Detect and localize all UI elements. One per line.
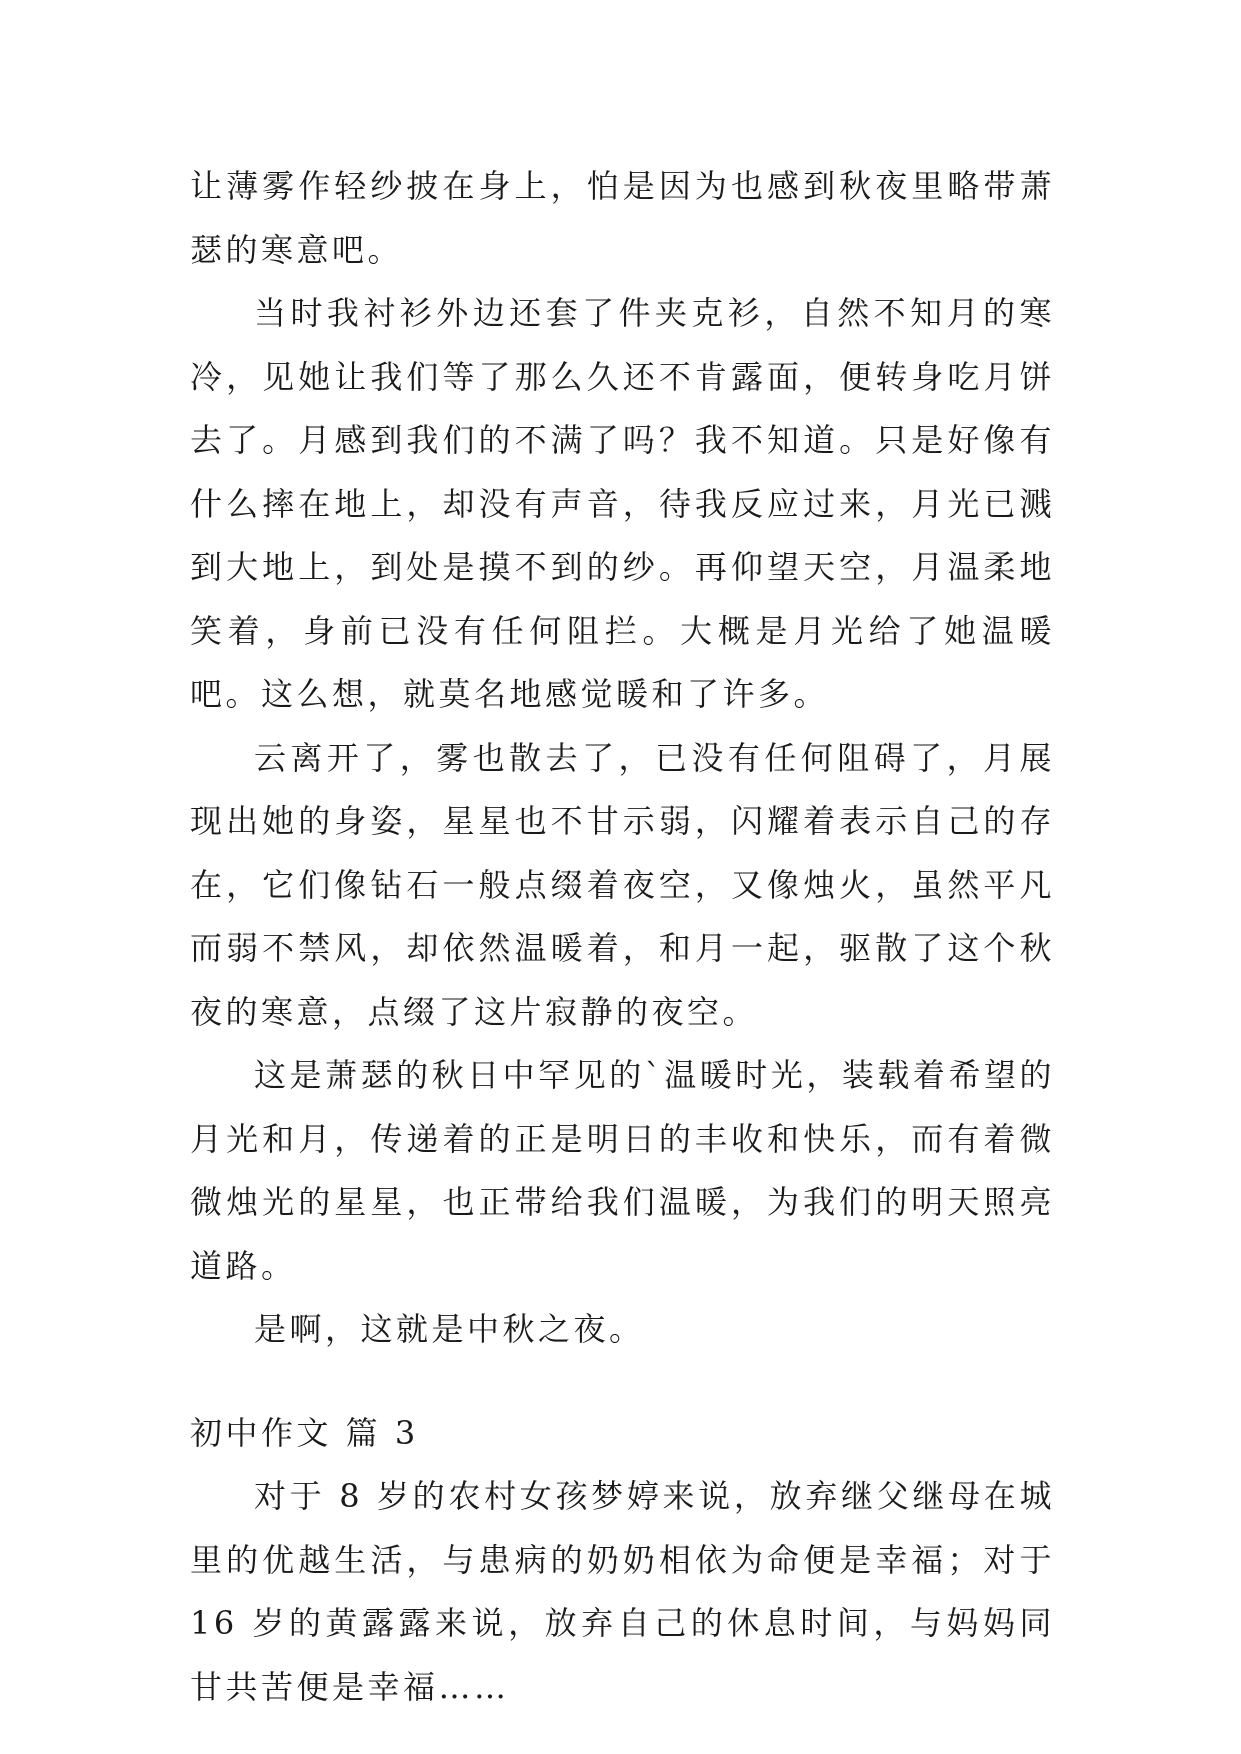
document-body <box>190 155 1055 1719</box>
paragraph-mid-autumn: 是啊，这就是中秋之夜。 <box>254 1310 645 1348</box>
paragraph-continuation: 让薄雾作轻纱披在身上，怕是因为也感到秋夜里略带萧瑟的寒意吧。 <box>190 167 1055 269</box>
paragraph-clouds: 云离开了，雾也散去了，已没有任何阻碍了，月展现出她的身姿，星星也不甘示弱，闪耀着表示自己的存在，它们像钻石一般点缀着夜空，又像烛火，虽然平凡而弱不禁风，却依然温暖着，和月一起，驱散了这个秋夜的寒意，点缀了这片寂静的夜空。 <box>190 738 1055 1031</box>
paragraph-jacket: 当时我衬衫外边还套了件夹克衫，自然不知月的寒冷，见她让我们等了那么久还不肯露面，便转身吃月饼去了。月感到我们的不满了吗？我不知道。只是好像有什么摔在地上，却没有声音，待我反应过来，月光已溅到大地上，到处是摸不到的纱。再仰望天空，月温柔地笑着，身前已没有任何阻拦。大概是月光给了她温暖吧。这么想，就莫名地感觉暖和了许多。 <box>190 294 1055 713</box>
section-title: 初中作文 篇 3 <box>190 1413 419 1452</box>
paragraph-happiness: 对于 8 岁的农村女孩梦婷来说，放弃继父继母在城里的优越生活，与患病的奶奶相依为命便是幸福；对于 16 岁的黄露露来说，放弃自己的休息时间，与妈妈同甘共苦便是幸福…… <box>190 1477 1055 1706</box>
paragraph-warm-time: 这是萧瑟的秋日中罕见的`温暖时光，装载着希望的月光和月，传递着的正是明日的丰收和快乐，而有着微微烛光的星星，也正带给我们温暖，为我们的明天照亮道路。 <box>190 1056 1055 1285</box>
